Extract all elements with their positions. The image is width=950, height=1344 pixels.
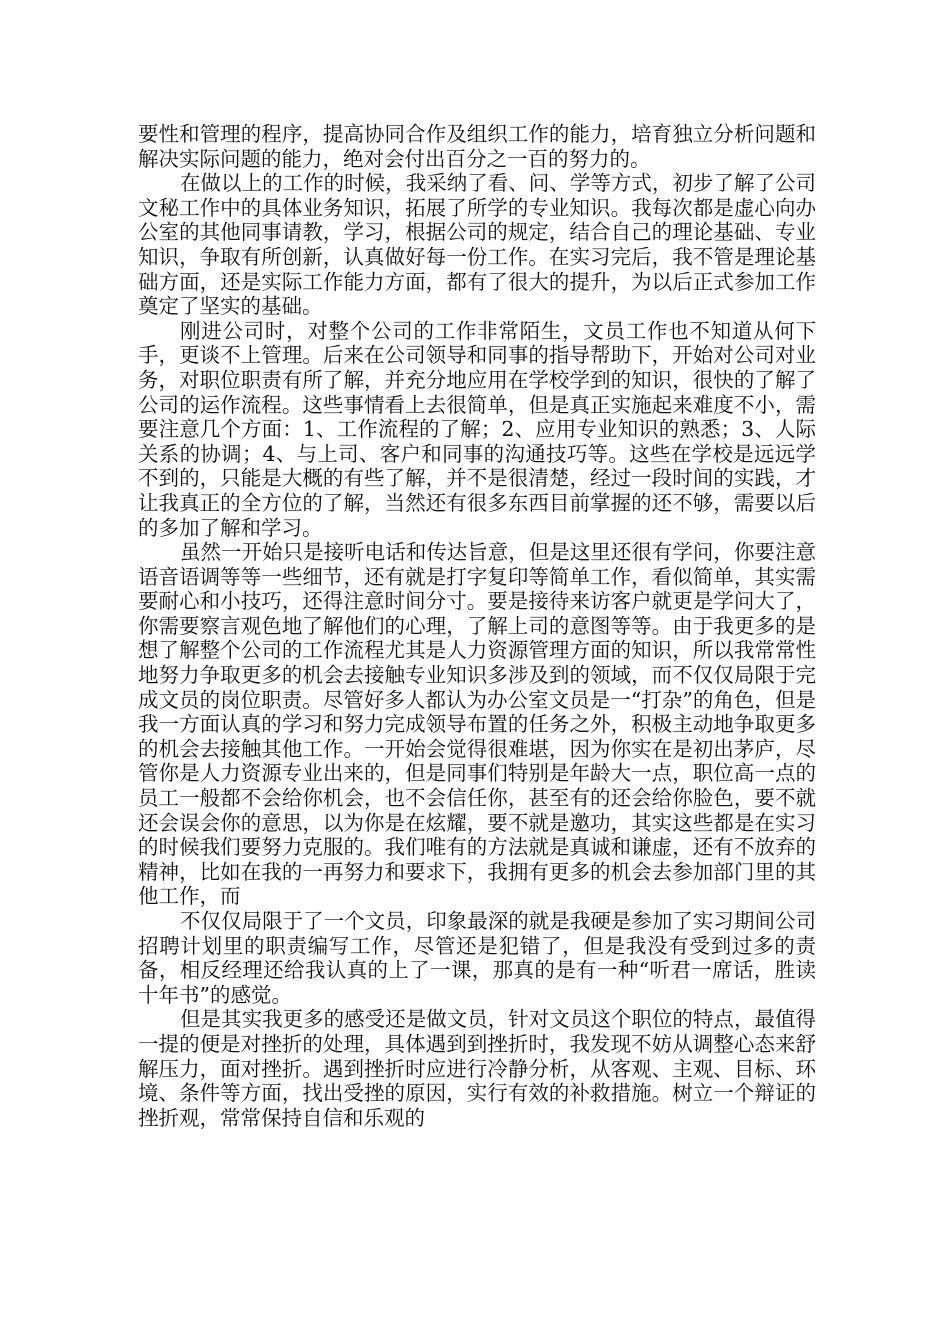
paragraph-4: 虽然一开始只是接听电话和传达旨意，但是这里还很有学问，你要注意语音语调等等一些细节，还有就是打字复印等简单工作，看似简单，其实需要耐心和小技巧，还得注意时间分寸。要是接待来访客户就更是学问大了，你需要察言观色地了解他们的心理，了解上司的意图等等。由于我更多的是想了解整个公司的工作流程尤其是人力资源管理方面的知识，所以我常常性地努力争取更多的机会去接触专业知识多涉及到的领域，而不仅仅局限于完成文员的岗位职责。尽管好多人都认为办公室文员是一“打杂”的角色，但是我一方面认真的学习和努力完成领导布置的任务之外，积极主动地争取更多的机会去接触其他工作。一开始会觉得很难堪，因为你实在是初出茅庐，尽管你是人力资源专业出来的，但是同事们特别是年龄大一点，职位高一点的员工一般都不会给你机会，也不会信任你，甚至有的还会给你脸色，要不就还会误会你的意思，以为你是在炫耀，要不就是邀功，其实这些都是在实习的时候我们要努力克服的。我们唯有的方法就是真诚和谦虚，还有不放弃的精神，比如在我的一再努力和要求下，我拥有更多的机会去参加部门里的其他工作，而 xyxy=(138,540,816,909)
paragraph-5: 不仅仅局限于了一个文员，印象最深的就是我硬是参加了实习期间公司招聘计划里的职责编写工作，尽管还是犯错了，但是我没有受到过多的责备，相反经理还给我认真的上了一课，那真的是有一种“听君一席话，胜读十年书”的感觉。 xyxy=(138,909,816,1007)
body-text xyxy=(138,122,816,1130)
paragraph-1: 要性和管理的程序，提高协同合作及组织工作的能力，培育独立分析问题和解决实际问题的能力，绝对会付出百分之一百的努力的。 xyxy=(138,122,816,171)
paragraph-3: 刚进公司时，对整个公司的工作非常陌生，文员工作也不知道从何下手，更谈不上管理。后来在公司领导和同事的指导帮助下，开始对公司对业务，对职位职责有所了解，并充分地应用在学校学到的知识，很快的了解了公司的运作流程。这些事情看上去很简单，但是真正实施起来难度不小，需要注意几个方面：1、工作流程的了解；2、应用专业知识的熟悉；3、人际关系的协调；4、与上司、客户和同事的沟通技巧等。这些在学校是远远学不到的，只能是大概的有些了解，并不是很清楚，经过一段时间的实践，才让我真正的全方位的了解，当然还有很多东西目前掌握的还不够，需要以后的多加了解和学习。 xyxy=(138,318,816,540)
paragraph-2: 在做以上的工作的时候，我采纳了看、问、学等方式，初步了解了公司文秘工作中的具体业务知识，拓展了所学的专业知识。我每次都是虚心向办公室的其他同事请教，学习，根据公司的规定，结合自己的理论基础、专业知识，争取有所创新，认真做好每一份工作。在实习完后，我不管是理论基础方面，还是实际工作能力方面，都有了很大的提升，为以后正式参加工作奠定了坚实的基础。 xyxy=(138,171,816,319)
paragraph-6: 但是其实我更多的感受还是做文员，针对文员这个职位的特点，最值得一提的便是对挫折的处理，具体遇到到挫折时，我发现不妨从调整心态来舒解压力，面对挫折。遇到挫折时应进行冷静分析，从客观、主观、目标、环境、条件等方面，找出受挫的原因，实行有效的补救措施。树立一个辩证的挫折观，常常保持自信和乐观的 xyxy=(138,1007,816,1130)
